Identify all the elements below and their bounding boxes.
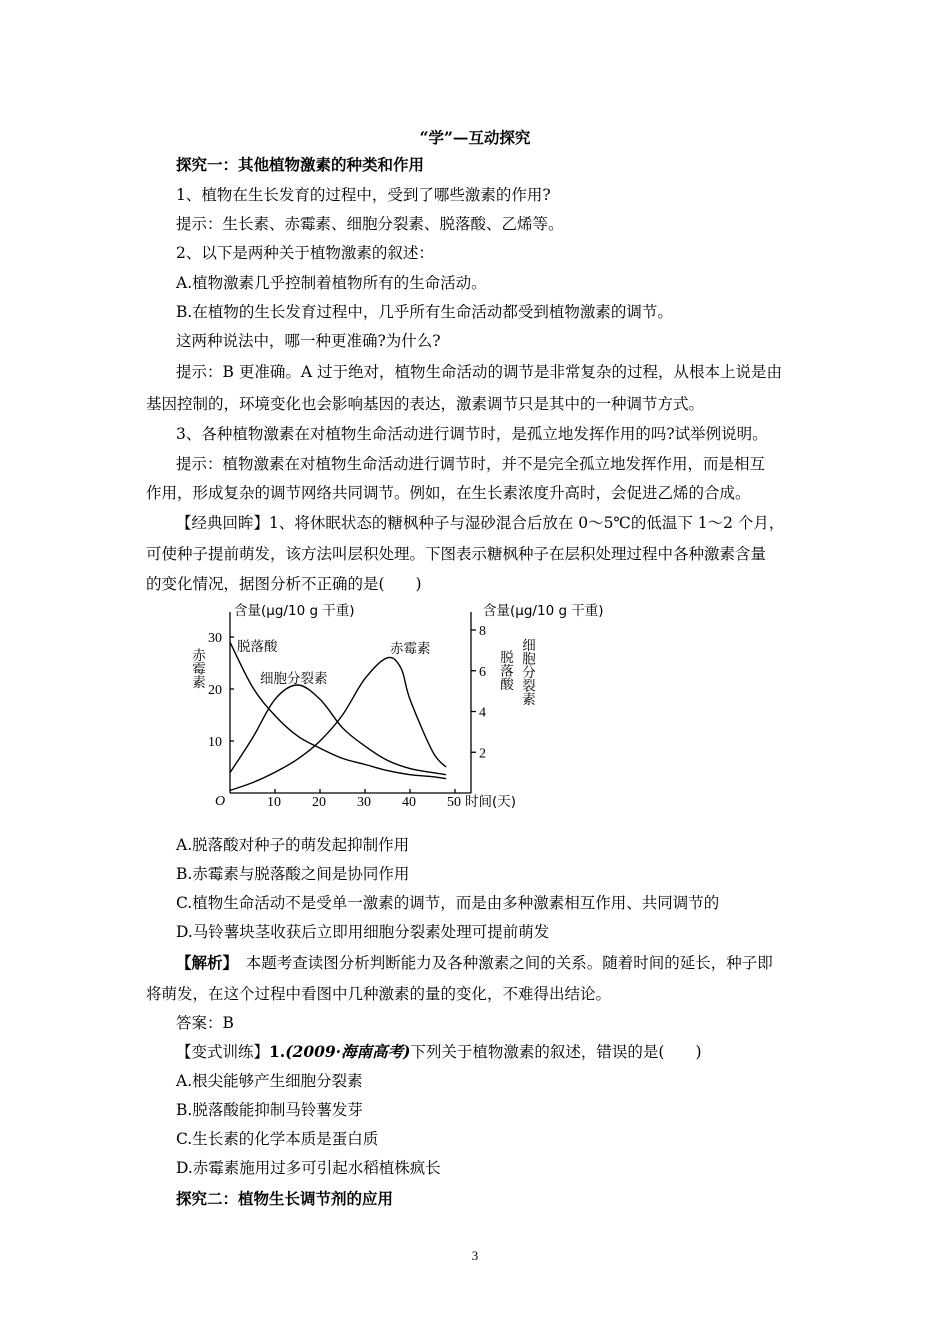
variant-question: 下列关于植物激素的叙述，错误的是( ) <box>410 1043 702 1061</box>
left-tick-label: 10 <box>208 735 222 750</box>
option-c: C.植物生命活动不是受单一激素的调节，而是由多种激素相互作用、共同调节的 <box>176 894 720 912</box>
q1-hint: 提示：生长素、赤霉素、细胞分裂素、脱落酸、乙烯等。 <box>176 215 564 233</box>
option-b: B.赤霉素与脱落酸之间是协同作用 <box>176 865 410 883</box>
right-axis-label-1: 脱落酸 <box>497 650 513 691</box>
q2-hint-line1: 提示：B 更准确。A 过于绝对，植物生命活动的调节是非常复杂的过程，从根本上说是由 <box>176 363 782 381</box>
analysis-tag: 【解析】 <box>176 953 231 972</box>
x-tick-label: 30 <box>357 795 371 810</box>
page-title: “学”—互动探究 <box>419 128 531 147</box>
analysis-line2: 将萌发，在这个过程中看图中几种激素的量的变化，不难得出结论。 <box>146 985 612 1003</box>
series-curves <box>230 642 446 790</box>
label-cytokinin: 细胞分裂素 <box>260 671 328 687</box>
origin-label: O <box>215 794 226 809</box>
q2-ask: 这两种说法中，哪一种更准确?为什么? <box>176 332 441 350</box>
right-tick-label: 8 <box>479 624 486 639</box>
variant-number: 1. <box>269 1042 286 1061</box>
right-axis-unit: 含量(μg/10 g 干重) <box>483 603 604 619</box>
label-gibberellin: 赤霉素 <box>390 641 431 657</box>
q2-hint-line2: 基因控制的，环境变化也会影响基因的表达，激素调节只是其中的一种调节方式。 <box>146 395 705 413</box>
variant-line <box>176 1041 816 1063</box>
q3-hint-line2: 作用，形成复杂的调节网络共同调节。例如，在生长素浓度升高时，会促进乙烯的合成。 <box>146 484 751 502</box>
q2-question: 2、以下是两种关于植物激素的叙述： <box>176 244 434 262</box>
q2-option-b: B.在植物的生长发育过程中，几乎所有生命活动都受到植物激素的调节。 <box>176 303 673 321</box>
variant-option-d: D.赤霉素施用过多可引起水稻植株疯长 <box>176 1159 441 1177</box>
analysis-line1 <box>176 952 816 974</box>
x-axis-label: 时间(天) <box>465 794 517 810</box>
x-tick-label: 50 <box>447 795 461 810</box>
x-tick-label: 10 <box>267 795 281 810</box>
right-tick-label: 6 <box>479 664 486 680</box>
option-d: D.马铃薯块茎收获后立即用细胞分裂素处理可提前萌发 <box>176 923 550 941</box>
variant-option-c: C.生长素的化学本质是蛋白质 <box>176 1130 379 1148</box>
label-abscisic-acid: 脱落酸 <box>237 639 278 655</box>
cytokinin-curve <box>230 685 446 775</box>
hormone-chart <box>175 598 625 813</box>
section1-heading: 探究一：其他植物激素的种类和作用 <box>176 155 425 174</box>
answer: 答案：B <box>176 1014 234 1032</box>
analysis-text-1: 本题考查读图分析判断能力及各种激素之间的关系。随着时间的延长，种子即 <box>230 954 773 972</box>
right-tick-label: 4 <box>479 705 486 721</box>
q1-question: 1、植物在生长发育的过程中，受到了哪些激素的作用? <box>176 186 551 204</box>
variant-source: (2009·海南高考) <box>285 1042 411 1061</box>
left-tick-label: 20 <box>208 683 222 698</box>
q3-hint-line1: 提示：植物激素在对植物生命活动进行调节时，并不是完全孤立地发挥作用，而是相互 <box>176 455 766 473</box>
x-tick-label: 40 <box>402 795 416 810</box>
q3-question: 3、各种植物激素在对植物生命活动进行调节时，是孤立地发挥作用的吗?试举例说明。 <box>176 425 768 443</box>
left-axis-label: 赤霉素 <box>189 648 205 689</box>
right-axis-label-2: 细胞分裂素 <box>519 638 535 706</box>
variant-tag: 【变式训练】 <box>176 1043 270 1061</box>
option-a: A.脱落酸对种子的萌发起抑制作用 <box>176 836 410 854</box>
classic-line3: 的变化情况，据图分析不正确的是( ) <box>146 575 422 593</box>
classic-line2: 可使种子提前萌发，该方法叫层积处理。下图表示糖枫种子在层积处理过程中各种激素含量 <box>146 545 767 563</box>
x-ticks <box>267 789 461 810</box>
left-tick-label: 30 <box>208 631 222 646</box>
section2-heading: 探究二：植物生长调节剂的应用 <box>176 1189 394 1208</box>
variant-option-a: A.根尖能够产生细胞分裂素 <box>176 1072 363 1090</box>
variant-option-b: B.脱落酸能抑制马铃薯发芽 <box>176 1101 363 1119</box>
page-number: 3 <box>471 1248 479 1263</box>
right-tick-label: 2 <box>479 746 486 762</box>
x-tick-label: 20 <box>312 795 326 810</box>
left-axis-unit: 含量(μg/10 g 干重) <box>234 603 355 619</box>
right-ticks <box>471 624 486 761</box>
classic-line1: 【经典回眸】1、将休眠状态的糖枫种子与湿砂混合后放在 0～5℃的低温下 1～2 个月， <box>176 514 785 532</box>
q2-option-a: A.植物激素几乎控制着植物所有的生命活动。 <box>176 274 487 292</box>
